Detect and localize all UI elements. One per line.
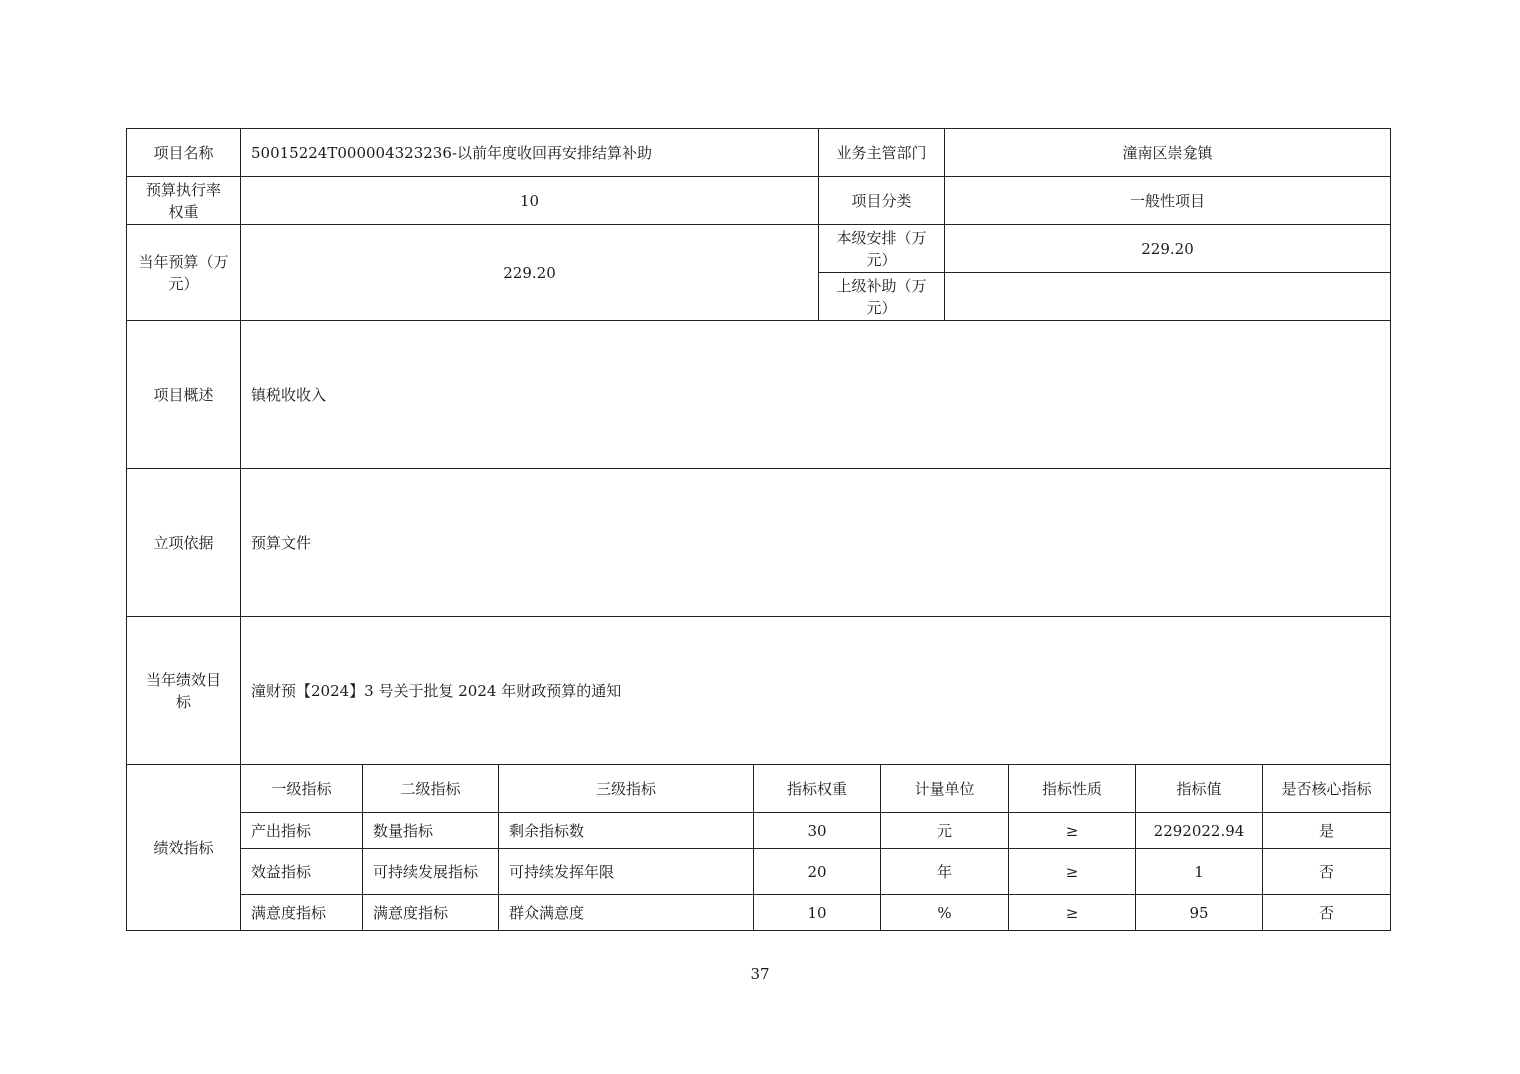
category-value: 一般性项目 (1129, 191, 1205, 210)
indicator-header-cell: 二级指标 (400, 779, 461, 798)
indicator-cell: 满意度指标 (251, 903, 327, 922)
overview-value: 镇税收收入 (251, 385, 327, 404)
basis-label: 立项依据 (153, 533, 214, 552)
category-label: 项目分类 (851, 191, 912, 210)
indicator-cell: 群众满意度 (509, 903, 585, 922)
indicator-cell: 否 (1318, 862, 1334, 881)
indicator-cell: 30 (807, 821, 827, 840)
table-border-right (1390, 128, 1391, 931)
weight-label: 预算执行率权重 (145, 180, 221, 221)
indicator-cell: ≥ (1065, 821, 1079, 840)
indicator-cell: 10 (807, 903, 827, 922)
indicator-cell: ≥ (1065, 862, 1079, 881)
dept-value: 潼南区崇龛镇 (1122, 143, 1213, 162)
indicator-cell: 满意度指标 (373, 903, 449, 922)
indicator-cell: 剩余指标数 (509, 821, 585, 840)
indicator-cell: 可持续发挥年限 (509, 862, 615, 881)
indicator-header-cell: 指标性质 (1041, 779, 1102, 798)
indicator-cell: 可持续发展指标 (373, 862, 479, 881)
local-budget-label: 本级安排（万元） (836, 228, 927, 269)
goal-label: 当年绩效目标 (145, 670, 221, 711)
table-border-bottom (126, 930, 1391, 931)
indicator-cell: 元 (936, 821, 952, 840)
indicator-header-cell: 指标权重 (786, 779, 847, 798)
indicator-header-cell: 一级指标 (271, 779, 332, 798)
indicator-cell: 95 (1189, 903, 1209, 922)
indicator-header-cell: 计量单位 (914, 779, 975, 798)
indicator-cell: 1 (1194, 862, 1204, 881)
upper-subsidy-value (945, 273, 1390, 320)
indicator-cell: 20 (807, 862, 827, 881)
indicator-cell: ≥ (1065, 903, 1079, 922)
indicator-header-cell: 指标值 (1176, 779, 1222, 798)
budget-label: 当年预算（万元） (138, 252, 229, 293)
project-name-label: 项目名称 (153, 143, 214, 162)
indicator-cell: 是 (1318, 821, 1334, 840)
indicator-header-cell: 是否核心指标 (1281, 779, 1372, 798)
weight-value: 10 (519, 191, 540, 210)
budget-value: 229.20 (503, 263, 556, 282)
basis-value: 预算文件 (251, 533, 312, 552)
dept-label: 业务主管部门 (836, 143, 927, 162)
indicator-cell: 2292022.94 (1153, 821, 1245, 840)
indicator-cell: 否 (1318, 903, 1334, 922)
indicator-cell: % (937, 903, 952, 922)
upper-subsidy-label: 上级补助（万元） (836, 276, 927, 317)
indicator-cell: 效益指标 (251, 862, 312, 881)
indicator-cell: 产出指标 (251, 821, 312, 840)
indicator-cell: 年 (936, 862, 952, 881)
goal-value: 潼财预【2024】3 号关于批复 2024 年财政预算的通知 (251, 681, 622, 700)
page-number: 37 (750, 965, 770, 983)
indicator-header-cell: 三级指标 (595, 779, 656, 798)
indicator-cell: 数量指标 (373, 821, 434, 840)
local-budget-value: 229.20 (1141, 239, 1194, 258)
indicators-section-label: 绩效指标 (153, 838, 214, 857)
overview-label: 项目概述 (153, 385, 214, 404)
project-name-value: 50015224T000004323236-以前年度收回再安排结算补助 (251, 143, 652, 162)
